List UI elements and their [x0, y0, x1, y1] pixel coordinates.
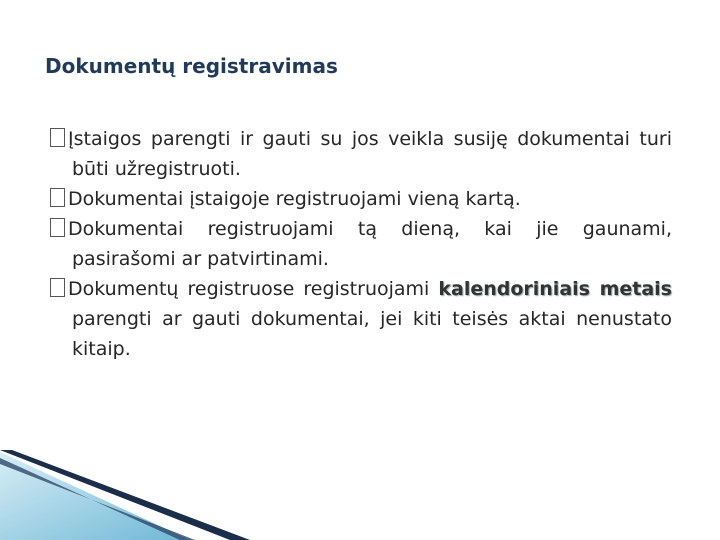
highlighted-term: kalendoriniais metais: [438, 278, 672, 300]
square-bullet-icon: [50, 218, 65, 237]
bullet-item: [38, 124, 672, 184]
bullet-item: [38, 274, 672, 364]
corner-decoration: [0, 450, 260, 540]
bullet-text: Įstaigos parengti ir gauti su jos veikla susiję dokumentai turi būti užregistruoti.: [68, 128, 672, 180]
bullet-list: [38, 124, 672, 364]
bullet-text: Dokumentai įstaigoje registruojami vieną kartą.: [68, 188, 521, 210]
bullet-text: Dokumentai registruojami tą dieną, kai jie gaunami, pasirašomi ar patvirtinami.: [68, 218, 672, 270]
square-bullet-icon: [50, 278, 65, 297]
square-bullet-icon: [50, 188, 65, 207]
bullet-text-pre: Dokumentų registruose registruojami: [68, 278, 439, 300]
bullet-item: [38, 184, 672, 214]
bullet-text-post: parengti ar gauti dokumentai, jei kiti teisės aktai nenustato kitaip.: [72, 308, 672, 360]
page-title: Dokumentų registravimas: [45, 54, 338, 78]
bullet-item: [38, 214, 672, 274]
square-bullet-icon: [50, 128, 65, 147]
decor-light-wedge: [0, 452, 190, 540]
